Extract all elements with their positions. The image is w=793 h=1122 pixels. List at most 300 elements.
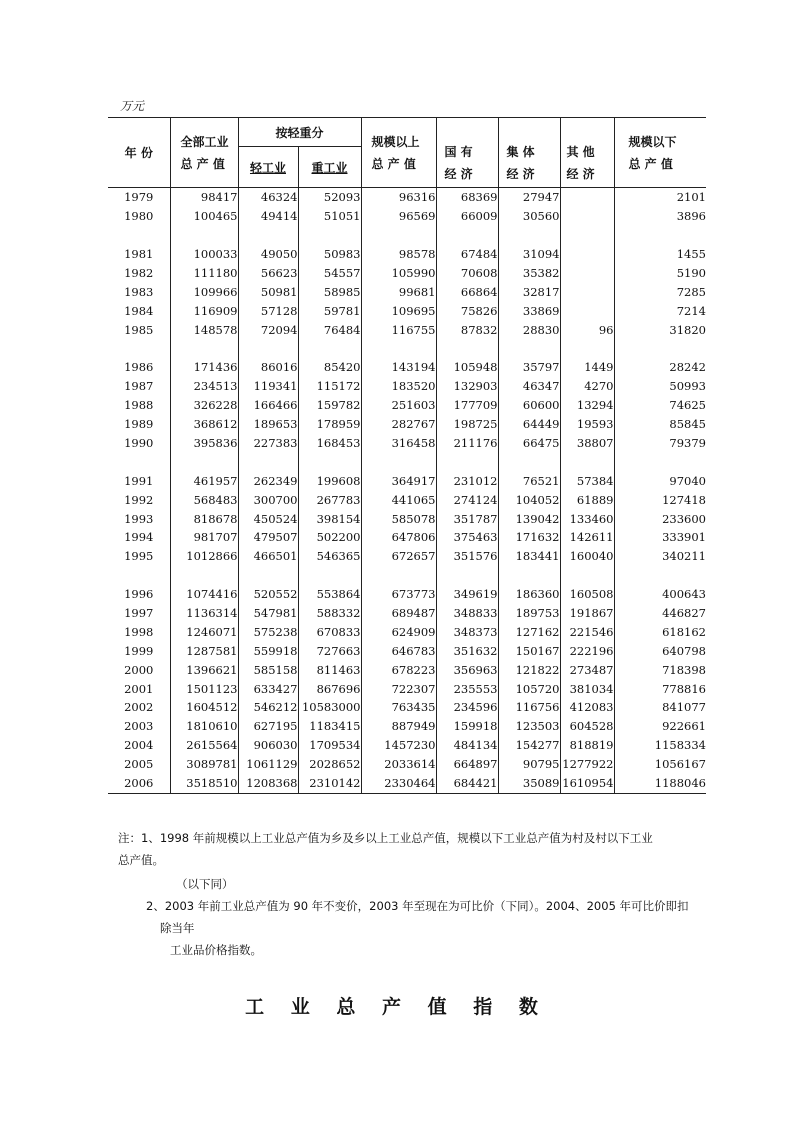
cell-below: 28242	[669, 360, 706, 375]
cell-coll: 116756	[498, 698, 560, 717]
cell-other: 38807	[560, 434, 614, 453]
table-row	[108, 282, 706, 301]
cell-total: 116909	[170, 301, 238, 320]
cell-coll: 104052	[498, 490, 560, 509]
cell-above: 282767	[391, 417, 436, 432]
cell-total: 1501123	[170, 679, 238, 698]
cell-year: 1988	[108, 396, 170, 415]
cell-other: 142611	[560, 528, 614, 547]
cell-light: 262349	[238, 471, 298, 490]
cell-total: 111180	[170, 264, 238, 283]
cell-light: 46324	[238, 188, 298, 207]
cell-below: 1158334	[654, 738, 706, 753]
table-row	[108, 396, 706, 415]
cell-year: 1989	[108, 415, 170, 434]
table-row	[108, 660, 706, 679]
cell-above: 96569	[398, 209, 436, 224]
cell-coll: 60600	[498, 396, 560, 415]
cell-light: 49050	[238, 245, 298, 264]
header-other	[560, 118, 614, 188]
cell-below: 340211	[662, 549, 706, 564]
cell-below: 333901	[662, 530, 706, 545]
cell-above: 109695	[391, 303, 436, 318]
cell-year: 1985	[108, 320, 170, 339]
cell-other: 604528	[560, 717, 614, 736]
cell-other	[560, 207, 614, 226]
cell-light: 450524	[238, 509, 298, 528]
table-row	[108, 717, 706, 736]
cell-heavy: 50983	[298, 245, 361, 264]
cell-state: 356963	[436, 660, 498, 679]
cell-below: 446827	[662, 606, 706, 621]
cell-year: 1992	[108, 490, 170, 509]
header-other-line1: 其 他	[566, 145, 595, 159]
table-row	[108, 679, 706, 698]
cell-above: 98578	[398, 247, 436, 262]
table-row	[108, 434, 706, 453]
cell-coll: 28830	[498, 320, 560, 339]
cell-above: 673773	[391, 587, 436, 602]
cell-year: 1987	[108, 377, 170, 396]
note-2-line-1: 2、2003 年前工业总产值为 90 年不变价，2003 年至现在为可比价（下同）。2004、2005 年可比价即扣	[146, 899, 689, 913]
cell-coll: 105720	[498, 679, 560, 698]
cell-light: 906030	[238, 736, 298, 755]
header-other-line2: 经 济	[566, 167, 595, 181]
cell-total: 1246071	[170, 622, 238, 641]
cell-coll: 186360	[498, 585, 560, 604]
note-1-line-1: 注：1、1998 年前规模以上工业总产值为乡及乡以上工业总产值，规模以下工业总产值为村及村以下工业	[118, 831, 653, 845]
cell-total: 326228	[170, 396, 238, 415]
cell-year: 1996	[108, 585, 170, 604]
table-row	[108, 207, 706, 226]
cell-total: 1074416	[170, 585, 238, 604]
cell-heavy: 199608	[298, 471, 361, 490]
header-collective-line2: 经 济	[506, 167, 535, 181]
cell-year: 1990	[108, 434, 170, 453]
cell-other	[560, 264, 614, 283]
cell-other: 1610954	[560, 774, 614, 793]
cell-total: 368612	[170, 415, 238, 434]
cell-heavy: 811463	[298, 660, 361, 679]
cell-below: 74625	[669, 398, 706, 413]
cell-coll: 139042	[498, 509, 560, 528]
table-row	[108, 585, 706, 604]
cell-state: 70608	[436, 264, 498, 283]
cell-state: 348373	[436, 622, 498, 641]
cell-above: 678223	[391, 662, 436, 677]
cell-light: 559918	[238, 641, 298, 660]
cell-other: 160040	[560, 547, 614, 566]
cell-year: 2006	[108, 774, 170, 793]
cell-total: 109966	[170, 282, 238, 301]
group-spacer	[108, 452, 706, 471]
cell-above: 96316	[398, 190, 436, 205]
cell-other: 4270	[560, 377, 614, 396]
cell-coll: 31094	[498, 245, 560, 264]
cell-year: 2005	[108, 755, 170, 774]
cell-other	[560, 301, 614, 320]
group-spacer	[108, 566, 706, 585]
cell-coll: 121822	[498, 660, 560, 679]
cell-heavy: 670833	[298, 622, 361, 641]
cell-total: 98417	[170, 188, 238, 207]
header-state-line1: 国 有	[444, 145, 473, 159]
header-total-line2: 总 产 值	[180, 156, 225, 171]
cell-year: 1999	[108, 641, 170, 660]
cell-above: 183520	[391, 379, 436, 394]
cell-coll: 66475	[498, 434, 560, 453]
cell-coll: 35089	[498, 774, 560, 793]
cell-above: 722307	[391, 681, 436, 696]
cell-below: 1455	[676, 247, 706, 262]
cell-state: 349619	[436, 585, 498, 604]
cell-below: 233600	[662, 511, 706, 526]
cell-below: 922661	[662, 719, 706, 734]
cell-coll: 90795	[498, 755, 560, 774]
cell-below: 5190	[676, 266, 706, 280]
cell-heavy: 2028652	[298, 755, 361, 774]
cell-coll: 76521	[498, 471, 560, 490]
cell-year: 1983	[108, 282, 170, 301]
cell-below: 97040	[669, 473, 706, 488]
cell-below: 841077	[662, 700, 706, 715]
cell-state: 211176	[436, 434, 498, 453]
cell-heavy: 867696	[298, 679, 361, 698]
cell-other: 818819	[560, 736, 614, 755]
cell-heavy: 10583000	[298, 698, 361, 717]
cell-heavy: 85420	[298, 358, 361, 377]
cell-coll: 154277	[498, 736, 560, 755]
cell-below: 778816	[662, 681, 706, 696]
table-row	[108, 698, 706, 717]
header-above-scale	[361, 118, 436, 188]
cell-below: 127418	[662, 492, 706, 507]
cell-light: 227383	[238, 434, 298, 453]
cell-year: 1991	[108, 471, 170, 490]
cell-heavy: 553864	[298, 585, 361, 604]
cell-above: 99681	[398, 284, 436, 299]
cell-heavy: 588332	[298, 604, 361, 623]
table-row	[108, 301, 706, 320]
cell-year: 1986	[108, 358, 170, 377]
cell-coll: 171632	[498, 528, 560, 547]
cell-heavy: 52093	[298, 188, 361, 207]
cell-state: 67484	[436, 245, 498, 264]
cell-light: 49414	[238, 207, 298, 226]
cell-below: 7214	[676, 303, 706, 318]
cell-total: 1810610	[170, 717, 238, 736]
cell-coll: 189753	[498, 604, 560, 623]
table-row	[108, 547, 706, 566]
cell-light: 166466	[238, 396, 298, 415]
cell-heavy: 54557	[298, 264, 361, 283]
cell-state: 351787	[436, 509, 498, 528]
cell-state: 132903	[436, 377, 498, 396]
cell-year: 1979	[108, 188, 170, 207]
cell-other: 96	[560, 320, 614, 339]
cell-above: 251603	[391, 398, 436, 413]
table-row	[108, 736, 706, 755]
header-state-line2: 经 济	[444, 167, 473, 181]
cell-other: 412083	[560, 698, 614, 717]
cell-year: 2003	[108, 717, 170, 736]
cell-state: 68369	[436, 188, 498, 207]
cell-year: 1981	[108, 245, 170, 264]
header-total-line1: 全部工业	[180, 134, 229, 149]
cell-heavy: 178959	[298, 415, 361, 434]
cell-state: 231012	[436, 471, 498, 490]
cell-heavy: 76484	[298, 320, 361, 339]
cell-above: 143194	[391, 360, 436, 375]
next-section-title: 工 业 总 产 值 指 数	[245, 996, 548, 1018]
cell-other	[560, 245, 614, 264]
cell-heavy: 58985	[298, 282, 361, 301]
cell-below: 79379	[669, 436, 706, 451]
header-below-line1: 规模以下	[628, 134, 677, 149]
cell-state: 66864	[436, 282, 498, 301]
cell-other: 191867	[560, 604, 614, 623]
cell-light: 189653	[238, 415, 298, 434]
cell-heavy: 546365	[298, 547, 361, 566]
cell-above: 116755	[391, 322, 436, 337]
cell-state: 351632	[436, 641, 498, 660]
cell-other: 57384	[560, 471, 614, 490]
cell-heavy: 398154	[298, 509, 361, 528]
cell-heavy: 727663	[298, 641, 361, 660]
cell-total: 1012866	[170, 547, 238, 566]
header-total	[170, 118, 238, 188]
cell-above: 646783	[391, 643, 436, 658]
cell-above: 689487	[391, 606, 436, 621]
cell-heavy: 51051	[298, 207, 361, 226]
table-row	[108, 377, 706, 396]
note-1-line-3: （以下同）	[176, 877, 234, 891]
cell-light: 56623	[238, 264, 298, 283]
table-row	[108, 490, 706, 509]
cell-year: 2004	[108, 736, 170, 755]
cell-state: 351576	[436, 547, 498, 566]
cell-below: 640798	[662, 643, 706, 658]
cell-total: 981707	[170, 528, 238, 547]
cell-heavy: 1709534	[298, 736, 361, 755]
cell-coll: 64449	[498, 415, 560, 434]
cell-light: 547981	[238, 604, 298, 623]
cell-above: 585078	[391, 511, 436, 526]
cell-other: 273487	[560, 660, 614, 679]
cell-total: 1287581	[170, 641, 238, 660]
note-1-line-2: 总产值。	[118, 853, 164, 867]
cell-above: 647806	[391, 530, 436, 545]
cell-total: 1604512	[170, 698, 238, 717]
cell-light: 1061129	[238, 755, 298, 774]
header-above-line2: 总 产 值	[371, 156, 416, 171]
cell-below: 85845	[669, 417, 706, 432]
cell-state: 234596	[436, 698, 498, 717]
cell-coll: 35382	[498, 264, 560, 283]
cell-other: 13294	[560, 396, 614, 415]
table-row	[108, 528, 706, 547]
industry-output-table	[108, 117, 706, 794]
cell-light: 57128	[238, 301, 298, 320]
cell-heavy: 115172	[298, 377, 361, 396]
cell-heavy: 2310142	[298, 774, 361, 793]
table-row	[108, 774, 706, 793]
table-row	[108, 755, 706, 774]
header-collective-line1: 集 体	[506, 145, 535, 159]
cell-year: 1995	[108, 547, 170, 566]
cell-other	[560, 188, 614, 207]
cell-below: 718398	[662, 662, 706, 677]
table-row	[108, 358, 706, 377]
cell-light: 119341	[238, 377, 298, 396]
cell-year: 2001	[108, 679, 170, 698]
cell-below: 1056167	[654, 757, 706, 772]
table-row	[108, 509, 706, 528]
cell-year: 2000	[108, 660, 170, 679]
cell-total: 461957	[170, 471, 238, 490]
table-row	[108, 320, 706, 339]
cell-total: 1396621	[170, 660, 238, 679]
cell-year: 1984	[108, 301, 170, 320]
header-light	[238, 147, 298, 188]
table-row	[108, 188, 706, 207]
cell-other: 19593	[560, 415, 614, 434]
header-below-line2: 总 产 值	[628, 156, 673, 171]
cell-state: 484134	[436, 736, 498, 755]
cell-above: 441065	[391, 492, 436, 507]
cell-coll: 32817	[498, 282, 560, 301]
cell-other: 381034	[560, 679, 614, 698]
group-spacer	[108, 226, 706, 245]
table-row	[108, 245, 706, 264]
cell-coll: 35797	[498, 358, 560, 377]
cell-state: 684421	[436, 774, 498, 793]
cell-above: 2330464	[384, 776, 436, 791]
cell-state: 235553	[436, 679, 498, 698]
cell-state: 375463	[436, 528, 498, 547]
cell-coll: 183441	[498, 547, 560, 566]
cell-light: 72094	[238, 320, 298, 339]
cell-total: 100465	[170, 207, 238, 226]
cell-above: 1457230	[384, 738, 436, 753]
cell-above: 672657	[391, 549, 436, 564]
cell-year: 1997	[108, 604, 170, 623]
table-body	[108, 188, 706, 794]
cell-below: 400643	[662, 587, 706, 602]
cell-light: 466501	[238, 547, 298, 566]
cell-state: 198725	[436, 415, 498, 434]
cell-other: 133460	[560, 509, 614, 528]
cell-below: 50993	[669, 379, 706, 394]
cell-total: 3518510	[170, 774, 238, 793]
cell-light: 300700	[238, 490, 298, 509]
note-2-line-2: 除当年	[160, 921, 195, 935]
cell-light: 479507	[238, 528, 298, 547]
cell-heavy: 502200	[298, 528, 361, 547]
cell-year: 1982	[108, 264, 170, 283]
cell-coll: 27947	[498, 188, 560, 207]
header-light-label: 轻工业	[249, 160, 286, 175]
table-row	[108, 604, 706, 623]
cell-year: 1980	[108, 207, 170, 226]
cell-above: 105990	[391, 266, 436, 280]
header-year: 年 份	[108, 118, 170, 188]
cell-other: 160508	[560, 585, 614, 604]
cell-other: 61889	[560, 490, 614, 509]
table-row	[108, 622, 706, 641]
cell-light: 575238	[238, 622, 298, 641]
header-state	[436, 118, 498, 188]
header-heavy-label: 重工业	[311, 160, 348, 175]
cell-above: 887949	[391, 719, 436, 734]
cell-other: 1449	[560, 358, 614, 377]
cell-coll: 127162	[498, 622, 560, 641]
cell-total: 1136314	[170, 604, 238, 623]
cell-other	[560, 282, 614, 301]
cell-year: 1993	[108, 509, 170, 528]
header-below-scale	[614, 118, 706, 188]
cell-light: 546212	[238, 698, 298, 717]
cell-state: 87832	[436, 320, 498, 339]
cell-light: 585158	[238, 660, 298, 679]
cell-light: 520552	[238, 585, 298, 604]
cell-light: 86016	[238, 358, 298, 377]
cell-year: 1998	[108, 622, 170, 641]
cell-heavy: 168453	[298, 434, 361, 453]
cell-above: 763435	[391, 700, 436, 715]
cell-state: 105948	[436, 358, 498, 377]
table-row	[108, 264, 706, 283]
cell-total: 568483	[170, 490, 238, 509]
group-spacer	[108, 339, 706, 358]
cell-light: 633427	[238, 679, 298, 698]
cell-below: 618162	[662, 624, 706, 639]
cell-above: 316458	[391, 436, 436, 451]
cell-total: 2615564	[170, 736, 238, 755]
cell-heavy: 159782	[298, 396, 361, 415]
cell-total: 148578	[170, 320, 238, 339]
cell-state: 664897	[436, 755, 498, 774]
cell-state: 177709	[436, 396, 498, 415]
cell-above: 364917	[391, 473, 436, 488]
cell-state: 274124	[436, 490, 498, 509]
table-row	[108, 641, 706, 660]
cell-state: 348833	[436, 604, 498, 623]
unit-label: 万元	[120, 99, 145, 113]
cell-above: 2033614	[384, 757, 436, 772]
cell-state: 66009	[436, 207, 498, 226]
header-above-line1: 规模以上	[371, 134, 420, 149]
cell-below: 2101	[676, 190, 706, 205]
cell-below: 1188046	[654, 776, 706, 791]
note-2-line-3: 工业品价格指数。	[170, 943, 262, 957]
cell-coll: 123503	[498, 717, 560, 736]
cell-other: 1277922	[560, 755, 614, 774]
cell-state: 159918	[436, 717, 498, 736]
cell-state: 75826	[436, 301, 498, 320]
cell-light: 627195	[238, 717, 298, 736]
cell-year: 2002	[108, 698, 170, 717]
cell-light: 1208368	[238, 774, 298, 793]
cell-total: 100033	[170, 245, 238, 264]
cell-coll: 33869	[498, 301, 560, 320]
header-by-weight: 按轻重分	[238, 118, 361, 147]
cell-heavy: 59781	[298, 301, 361, 320]
cell-below: 31820	[669, 322, 706, 337]
table-row	[108, 415, 706, 434]
cell-total: 395836	[170, 434, 238, 453]
header-heavy	[298, 147, 361, 188]
